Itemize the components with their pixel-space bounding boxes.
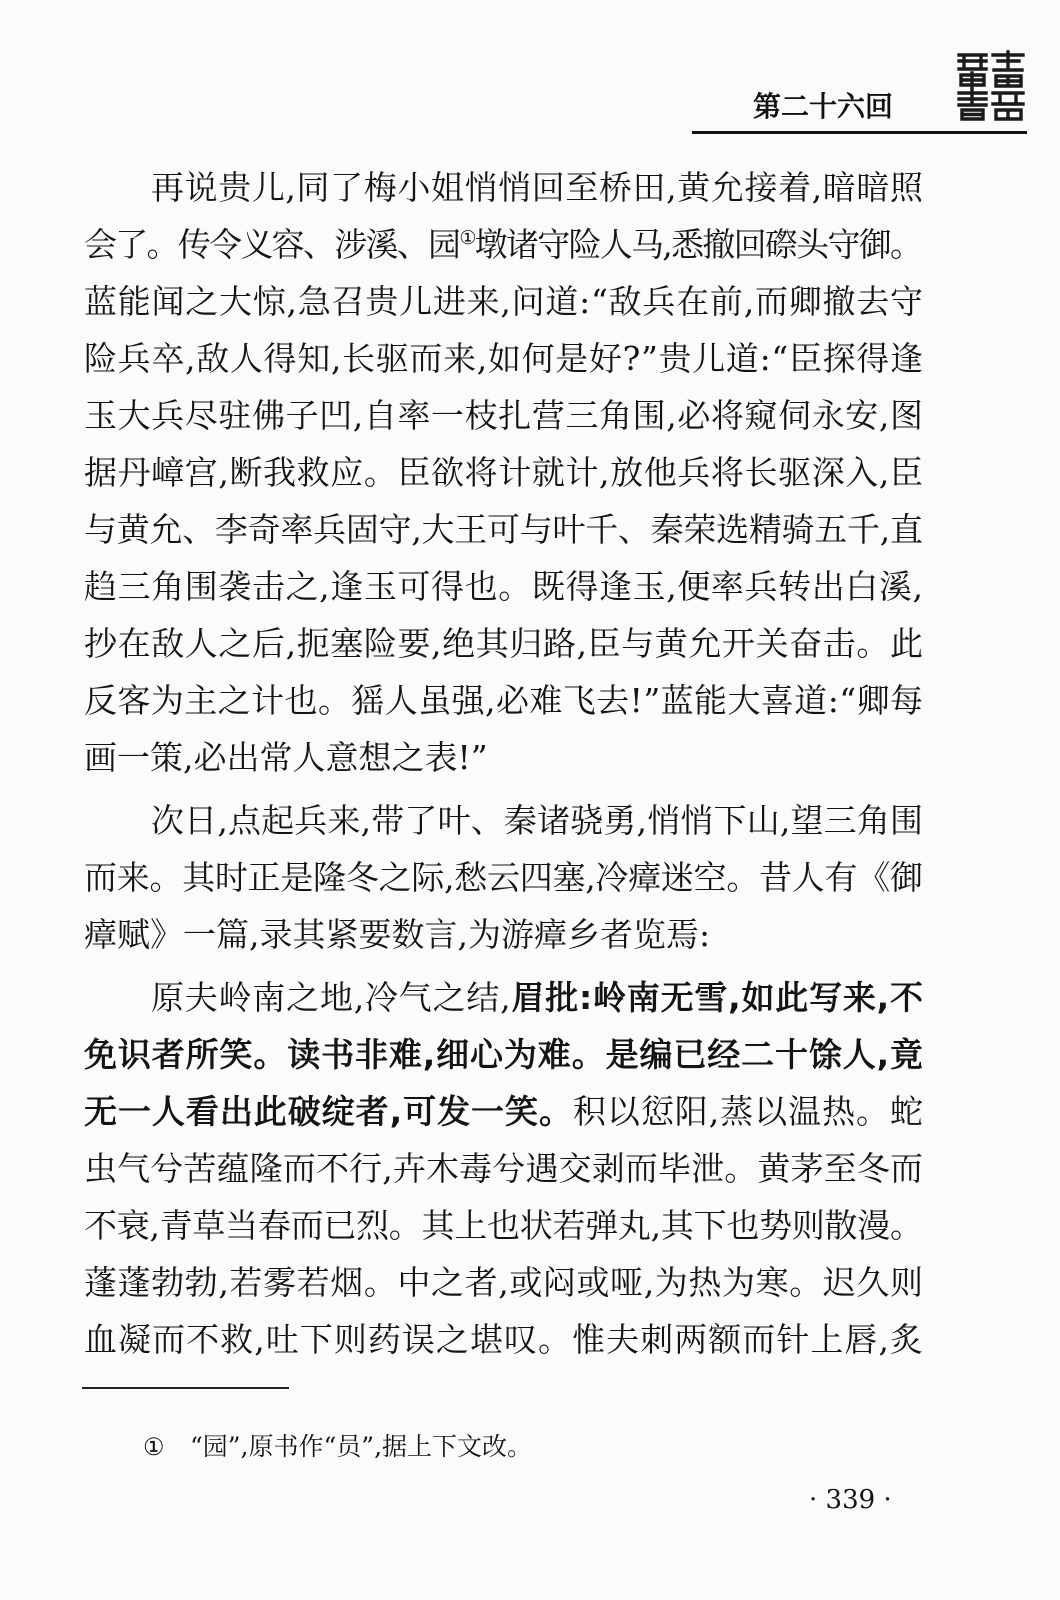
line-text-segment: 原夫岭南之地,冷气之结,	[151, 978, 512, 1017]
text-line	[84, 1254, 923, 1311]
text-line	[84, 969, 923, 1026]
body-text	[84, 159, 923, 1368]
text-line	[84, 1083, 923, 1140]
quoted-passage	[84, 969, 923, 1368]
line-text: 再说贵儿,同了梅小姐悄悄回至桥田,黄允接着,暗暗照	[151, 168, 924, 207]
line-text	[84, 1026, 924, 1083]
paragraph	[84, 159, 923, 786]
text-line	[84, 558, 923, 615]
line-text: 瘴赋》一篇,录其紧要数言,为游瘴乡者览焉:	[84, 915, 711, 954]
line-text	[84, 216, 921, 273]
text-line	[84, 792, 923, 849]
text-line	[84, 501, 923, 558]
publisher-seal-icon	[955, 50, 1027, 122]
line-text-segment: 积以愆阳,蒸以温热。蛇	[572, 1092, 924, 1131]
text-line	[84, 216, 923, 273]
text-line	[84, 672, 923, 729]
line-text: 画一策,必出常人意想之表!”	[84, 738, 488, 777]
text-line	[84, 849, 923, 906]
footnote-marker: ①	[143, 1433, 165, 1461]
text-line	[84, 330, 923, 387]
line-text: 不衰,青草当春而已烈。其上也状若弹丸,其下也势则散漫。	[84, 1206, 923, 1245]
line-text: 蓬蓬勃勃,若雾若烟。中之者,或闷或哑,为热为寒。迟久则	[84, 1263, 924, 1302]
paragraph	[84, 792, 923, 963]
text-line	[84, 1026, 923, 1083]
line-text: 玉大兵尽驻佛子凹,自率一枝扎营三角围,必将窥伺永安,图	[84, 396, 924, 435]
line-text: 血凝而不救,吐下则药误之堪叹。惟夫刺两额而针上唇,炙	[84, 1320, 925, 1359]
line-text	[151, 969, 924, 1026]
text-line	[84, 444, 923, 501]
chapter-title: 第二十六回	[753, 90, 894, 123]
text-line	[84, 906, 923, 963]
line-text-segment: 会了。传令义容、涉溪、园	[84, 225, 460, 264]
footnote-rule	[82, 1387, 289, 1389]
footnote-reference-marker: ①	[459, 227, 475, 249]
text-line	[84, 273, 923, 330]
text-line	[84, 1140, 923, 1197]
marginal-comment: 眉批:岭南无雪,如此写来,不	[511, 978, 924, 1017]
line-text: 趋三角围袭击之,逢玉可得也。既得逢玉,便率兵转出白溪,	[84, 567, 924, 606]
text-line	[84, 729, 923, 786]
line-text: 而来。其时正是隆冬之际,愁云四塞,冷瘴迷空。昔人有《御	[84, 858, 923, 897]
line-text: 次日,点起兵来,带了叶、秦诸骁勇,悄悄下山,望三角围	[151, 801, 924, 840]
footnote-text: “园”,原书作“员”,据上下文改。	[190, 1432, 533, 1461]
marginal-comment: 免识者所笑。读书非难,细心为难。是编已经二十馀人,竟	[84, 1035, 924, 1074]
text-line	[84, 1311, 923, 1368]
line-text: 反客为主之计也。猺人虽强,必难飞去!”蓝能大喜道:“卿每	[84, 681, 924, 720]
text-line	[84, 159, 923, 216]
header-rule	[692, 131, 1027, 134]
line-text: 与黄允、李奇率兵固守,大王可与叶千、秦荣选精骑五千,直	[84, 510, 923, 549]
line-text: 据丹嶂宫,断我救应。臣欲将计就计,放他兵将长驱深入,臣	[84, 453, 924, 492]
page-number: · 339 ·	[809, 1485, 892, 1515]
line-text: 蓝能闻之大惊,急召贵儿进来,问道:“敌兵在前,而卿撤去守	[84, 282, 924, 321]
line-text-segment: 墩诸守险人马,悉撤回磜头守御。	[474, 225, 922, 264]
line-text	[84, 1083, 924, 1140]
text-line	[84, 387, 923, 444]
line-text: 抄在敌人之后,扼塞险要,绝其归路,臣与黄允开关奋击。此	[84, 624, 924, 663]
text-line	[84, 615, 923, 672]
line-text: 虫气兮苦蕴隆而不行,卉木毒兮遇交剥而毕泄。黄茅至冬而	[84, 1149, 924, 1188]
text-line	[84, 1197, 923, 1254]
marginal-comment: 无一人看出此破绽者,可发一笑。	[84, 1092, 573, 1131]
line-text: 险兵卒,敌人得知,长驱而来,如何是好?”贵儿道:“臣探得逢	[84, 339, 924, 378]
